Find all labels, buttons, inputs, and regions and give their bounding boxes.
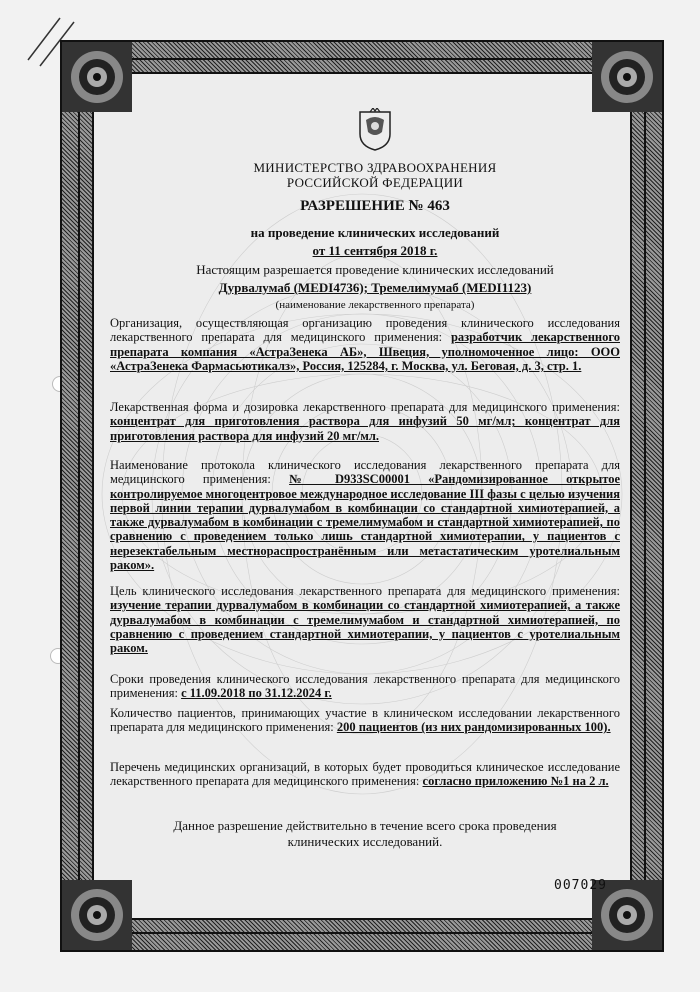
drug-names [110, 280, 640, 296]
serial-number: 007029 [554, 878, 607, 893]
permit-title: РАЗРЕШЕНИЕ № 463 [300, 198, 450, 214]
permit-subtitle: на проведение клинических исследований [250, 225, 500, 240]
organizations-list-value: согласно приложению №1 на 2 л. [422, 774, 609, 789]
ministry-line-1: МИНИСТЕРСТВО ЗДРАВООХРАНЕНИЯ [253, 160, 497, 175]
ministry-line-2: РОССИЙСКОЙ ФЕДЕРАЦИИ [286, 175, 464, 190]
dosage-form-label: Лекарственная форма и дозировка лекарственного препарата для медицинского применения: [110, 400, 620, 414]
dosage-form-value: концентрат для приготовления раствора для инфузий 50 мг/мл; концентрат для приготовления раствора для инфузий 20 мг/мл. [110, 414, 620, 443]
patients-section [110, 706, 620, 735]
patients-value: 200 пациентов (из них рандомизированных 100). [336, 720, 611, 735]
patients-label: Количество пациентов, принимающих участие в клиническом исследовании лекарственного препарата для медицинского применения: [110, 706, 620, 735]
validity-line-1: Данное разрешение действительно в течение всего срока проведения [173, 818, 557, 833]
period-section [110, 672, 620, 701]
dosage-form-section [110, 400, 620, 443]
protocol-value: № D933SC00001 «Рандомизированное открытое контролируемое многоцентровое международное исследование III фазы с целью изучения первой линии терапии дурвалумабом в комбинации со стандартной химиотерапией, а также дурвалумабом в комбинации с тремелимумабом и стандартной химиотерапией, по сравнению с проведением только лишь стандартной химиотерапии, у пациентов с нерезектабельным местнораспространённым или метастатическим уротелиальным раком». [110, 472, 620, 573]
period-label: Сроки проведения клинического исследования лекарственного препарата для медицинского применения: [110, 672, 620, 701]
drug-names-text: Дурвалумаб (MEDI4736); Тремелимумаб (MEDI1123) [218, 280, 532, 295]
organization-label: Организация, осуществляющая организацию проведения клинического исследования лекарственного препарата для медицинского применения: [110, 316, 620, 345]
coat-of-arms-icon [356, 108, 394, 152]
validity-statement [130, 818, 600, 850]
permit-date [110, 243, 640, 259]
validity-line-2: клинических исследований. [287, 834, 443, 849]
goal-section [110, 584, 620, 655]
organizations-list-section [110, 760, 620, 789]
drug-caption: (наименование лекарственного препарата) [275, 299, 475, 311]
permit-intro: Настоящим разрешается проведение клинических исследований [196, 262, 554, 277]
corner-ornament-bottom-left-icon [62, 880, 132, 950]
organization-value: разработчик лекарственного препарата компания «АстраЗенека АБ», Швеция, уполномоченное лицо: ООО «АстраЗенека Фармасьютикалз», Россия, 125284, г. Москва, ул. Беговая, д. 3, стр. 1. [110, 330, 620, 373]
ministry-name [230, 160, 520, 190]
protocol-section [110, 458, 620, 572]
organization-section [110, 316, 620, 373]
permit-date-text: от 11 сентября 2018 г. [312, 243, 438, 258]
period-value: с 11.09.2018 по 31.12.2024 г. [181, 686, 332, 701]
goal-label: Цель клинического исследования лекарственного препарата для медицинского применения: [110, 584, 620, 598]
protocol-label: Наименование протокола клинического исследования лекарственного препарата для медицинского применения: [110, 458, 620, 487]
goal-value: изучение терапии дурвалумабом в комбинации со стандартной химиотерапией, а также дурвалумабом в комбинации с тремелимумабом и стандартной химиотерапией, по сравнению с проведением стандартной химиотерапии, у пациентов с уротелиальным раком. [110, 598, 620, 656]
certificate-content [110, 100, 620, 893]
organizations-list-label: Перечень медицинских организаций, в которых будет проводиться клиническое исследование лекарственного препарата для медицинского применения: [110, 760, 620, 789]
